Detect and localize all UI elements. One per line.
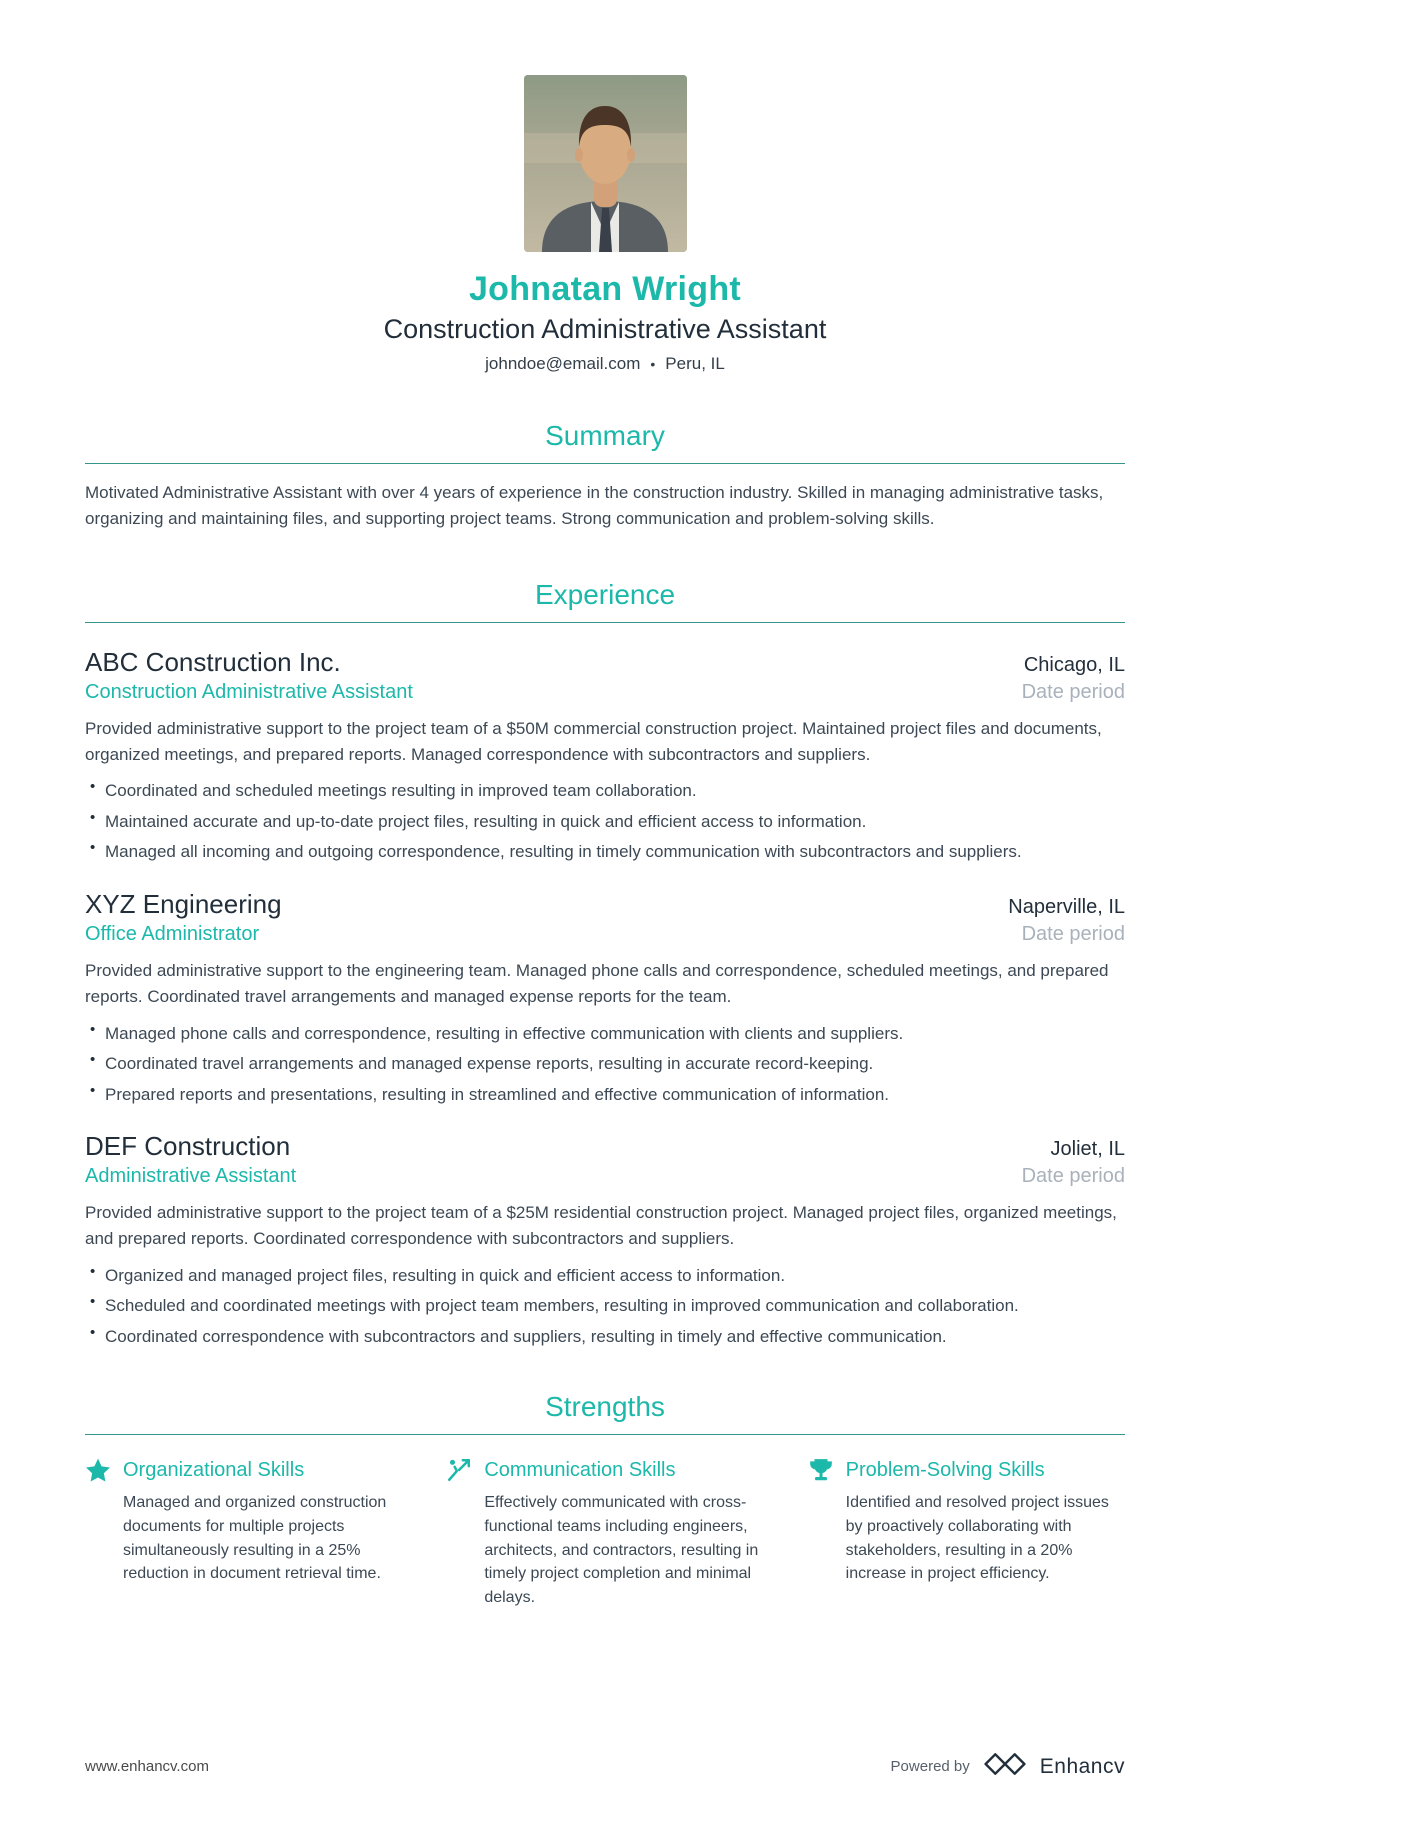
section-divider [85, 463, 1125, 464]
trophy-icon [808, 1457, 834, 1483]
achievement-item: • Prepared reports and presentations, resulting in streamlined and effective communication of information. [85, 1082, 1125, 1108]
strengths-section [85, 1391, 1125, 1609]
contact-line [85, 354, 1125, 374]
powered-by-label: Powered by [890, 1758, 970, 1775]
powered-by-block[interactable] [891, 1751, 1125, 1782]
job-role: Administrative Assistant [85, 1165, 297, 1188]
job-description: Provided administrative support to the project team of a $50M commercial construction project. Maintained project files and documents, organized meetings, and prepared reports. Managed correspondence with subcontractors and suppliers. [85, 718, 1102, 765]
company-location: Chicago, IL [1023, 653, 1125, 676]
strength-title: Problem-Solving Skills [845, 1458, 1045, 1481]
email-link[interactable]: johndoe@email.com [485, 354, 641, 373]
company-name: DEF Construction [85, 1131, 291, 1162]
strengths-grid [85, 1457, 1125, 1609]
strength-item [446, 1457, 763, 1609]
achievement-item: • Managed phone calls and correspondence, resulting in effective communication with clients and suppliers. [85, 1021, 1125, 1047]
summary-section [85, 420, 1125, 533]
website-link[interactable]: www.enhancv.com [85, 1758, 209, 1775]
location-text: Peru, IL [665, 354, 725, 373]
date-period: Date period [1021, 1165, 1125, 1188]
contact-separator: • [650, 356, 656, 372]
person-job-title: Construction Administrative Assistant [383, 314, 827, 344]
section-divider [85, 1434, 1125, 1435]
achievement-item: • Coordinated correspondence with subcontractors and suppliers, resulting in timely and effective communication. [85, 1324, 1125, 1350]
strength-text: Effectively communicated with cross-functional teams including engineers, architects, and contractors, resulting in timely project completion and minimal delays. [484, 1494, 759, 1606]
strength-item [85, 1457, 402, 1609]
resume-content [85, 75, 1125, 1610]
section-divider [85, 622, 1125, 623]
achievement-item: • Managed all incoming and outgoing correspondence, resulting in timely communication with subcontractors and suppliers. [85, 839, 1125, 865]
portrait-photo-illustration [524, 75, 687, 252]
achievement-item: • Scheduled and coordinated meetings with project team members, resulting in improved communication and collaboration. [85, 1293, 1125, 1319]
summary-text: Motivated Administrative Assistant with over 4 years of experience in the construction industry. Skilled in managing administrative tasks, organizing and maintaining files, and supporting project teams. Strong communication and problem-solving skills. [85, 483, 1104, 529]
job-role: Construction Administrative Assistant [85, 680, 413, 703]
strength-item [808, 1457, 1125, 1609]
achievement-item: • Maintained accurate and up-to-date project files, resulting in quick and efficient access to information. [85, 809, 1125, 835]
strength-text: Identified and resolved project issues by proactively collaborating with stakeholders, resulting in a 20% increase in project efficiency. [845, 1494, 1109, 1583]
date-period: Date period [1021, 680, 1125, 703]
achievement-item: • Coordinated travel arrangements and managed expense reports, resulting in accurate record-keeping. [85, 1051, 1125, 1077]
strengths-heading: Strengths [545, 1391, 665, 1423]
portrait-photo [524, 75, 687, 252]
date-period: Date period [1021, 922, 1125, 945]
star-icon [85, 1457, 111, 1483]
strength-text: Managed and organized construction documents for multiple projects simultaneously resulting in a 25% reduction in document retrieval time. [123, 1494, 387, 1583]
company-name: XYZ Engineering [85, 888, 282, 919]
summary-heading: Summary [545, 420, 665, 451]
company-name: ABC Construction Inc. [85, 646, 341, 677]
job-role: Office Administrator [85, 922, 260, 945]
experience-heading: Experience [534, 578, 676, 610]
brand-wordmark: Enhancv [1039, 1754, 1125, 1778]
person-name: Johnatan Wright [468, 270, 742, 308]
experience-entry [85, 889, 1125, 1107]
experience-section [85, 579, 1125, 1350]
page-footer [85, 1751, 1125, 1782]
achievement-list [85, 778, 1125, 865]
job-description: Provided administrative support to the project team of a $25M residential construction project. Managed project files, organized meetings, and prepared reports. Coordinated correspondence with subcontractors and suppliers. [85, 1203, 1117, 1249]
achievement-item: • Coordinated and scheduled meetings resulting in improved team collaboration. [85, 778, 1125, 804]
company-location: Naperville, IL [1008, 895, 1125, 918]
communication-icon [446, 1457, 472, 1483]
achievement-list [85, 1263, 1125, 1350]
company-location: Joliet, IL [1050, 1138, 1125, 1161]
achievement-item: • Organized and managed project files, resulting in quick and efficient access to information. [85, 1263, 1125, 1289]
strength-title: Communication Skills [484, 1458, 676, 1481]
job-description: Provided administrative support to the engineering team. Managed phone calls and correspondence, scheduled meetings, and prepared reports. Coordinated travel arrangements and managed expense reports for the team. [85, 960, 1109, 1007]
enhancv-logo [984, 1751, 1026, 1782]
experience-entry [85, 1131, 1125, 1349]
achievement-list [85, 1021, 1125, 1108]
strength-title: Organizational Skills [123, 1458, 305, 1481]
experience-entry [85, 647, 1125, 865]
